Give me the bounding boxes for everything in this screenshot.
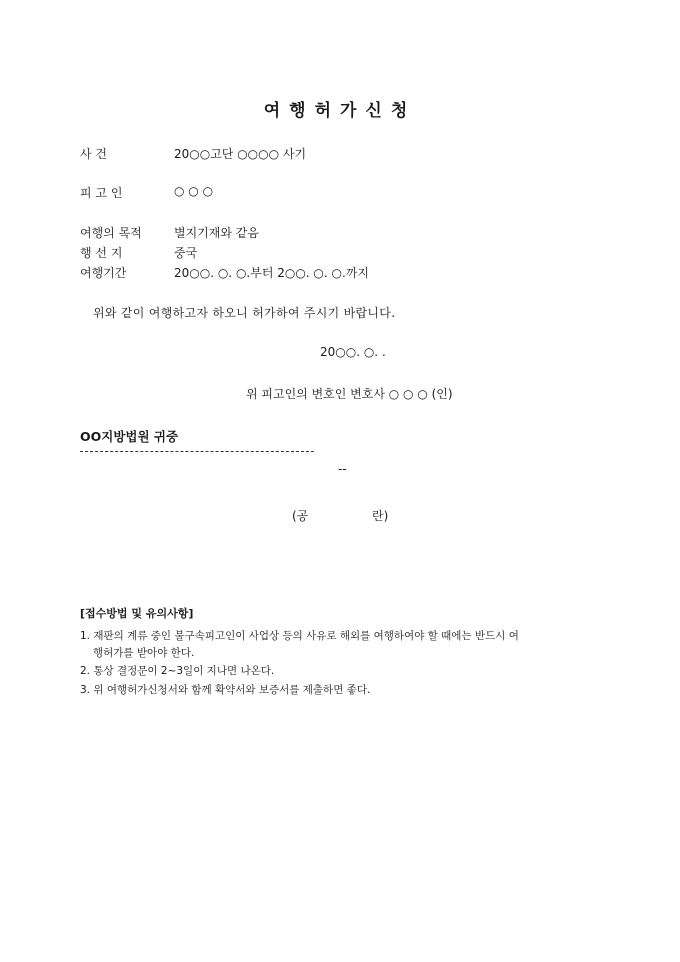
request-body: 위와 같이 여행하고자 하오니 허가하여 주시기 바랍니다. [93,306,396,320]
case-value: 20○○고단 ○○○○ 사기 [174,147,307,161]
note-item-3: 3. 위 여행허가신청서와 함께 확약서와 보증서를 제출하면 좋다. [80,684,371,696]
document-title: 여행허가신청 [263,101,417,121]
note-item-2: 2. 통상 결정문이 2~3일이 지나면 나온다. [80,665,275,677]
court-addressee: OO지방법원 귀중 [80,429,179,444]
purpose-value: 별지기재와 같음 [174,226,259,240]
defendant-label: 피 고 인 [80,186,123,200]
notes-heading: [접수방법 및 유의사항] [80,607,194,620]
destination-label: 행 선 지 [80,246,123,260]
dash-mark: -- [338,462,347,476]
request-date: 20○○. ○. . [320,345,386,359]
blank-space-open: (공 [292,509,309,523]
destination-value: 중국 [174,246,198,260]
note-item-1: 1. 재판의 계류 중인 불구속피고인이 사업상 등의 사유로 해외를 여행하여야 할 때에는 반드시 여 [80,630,519,642]
period-value: 20○○. ○. ○.부터 2○○. ○. ○.까지 [174,266,369,280]
blank-space-close: 란) [372,509,389,523]
signer-line: 위 피고인의 변호인 변호사 ○ ○ ○ (인) [246,387,453,401]
period-label: 여행기간 [80,266,127,280]
defendant-value: ○ ○ ○ [174,184,214,198]
case-label: 사 건 [80,147,107,161]
purpose-label: 여행의 목적 [80,226,142,240]
note-item-1-continued: 행허가를 받아야 한다. [93,647,195,659]
divider-line [80,451,314,452]
